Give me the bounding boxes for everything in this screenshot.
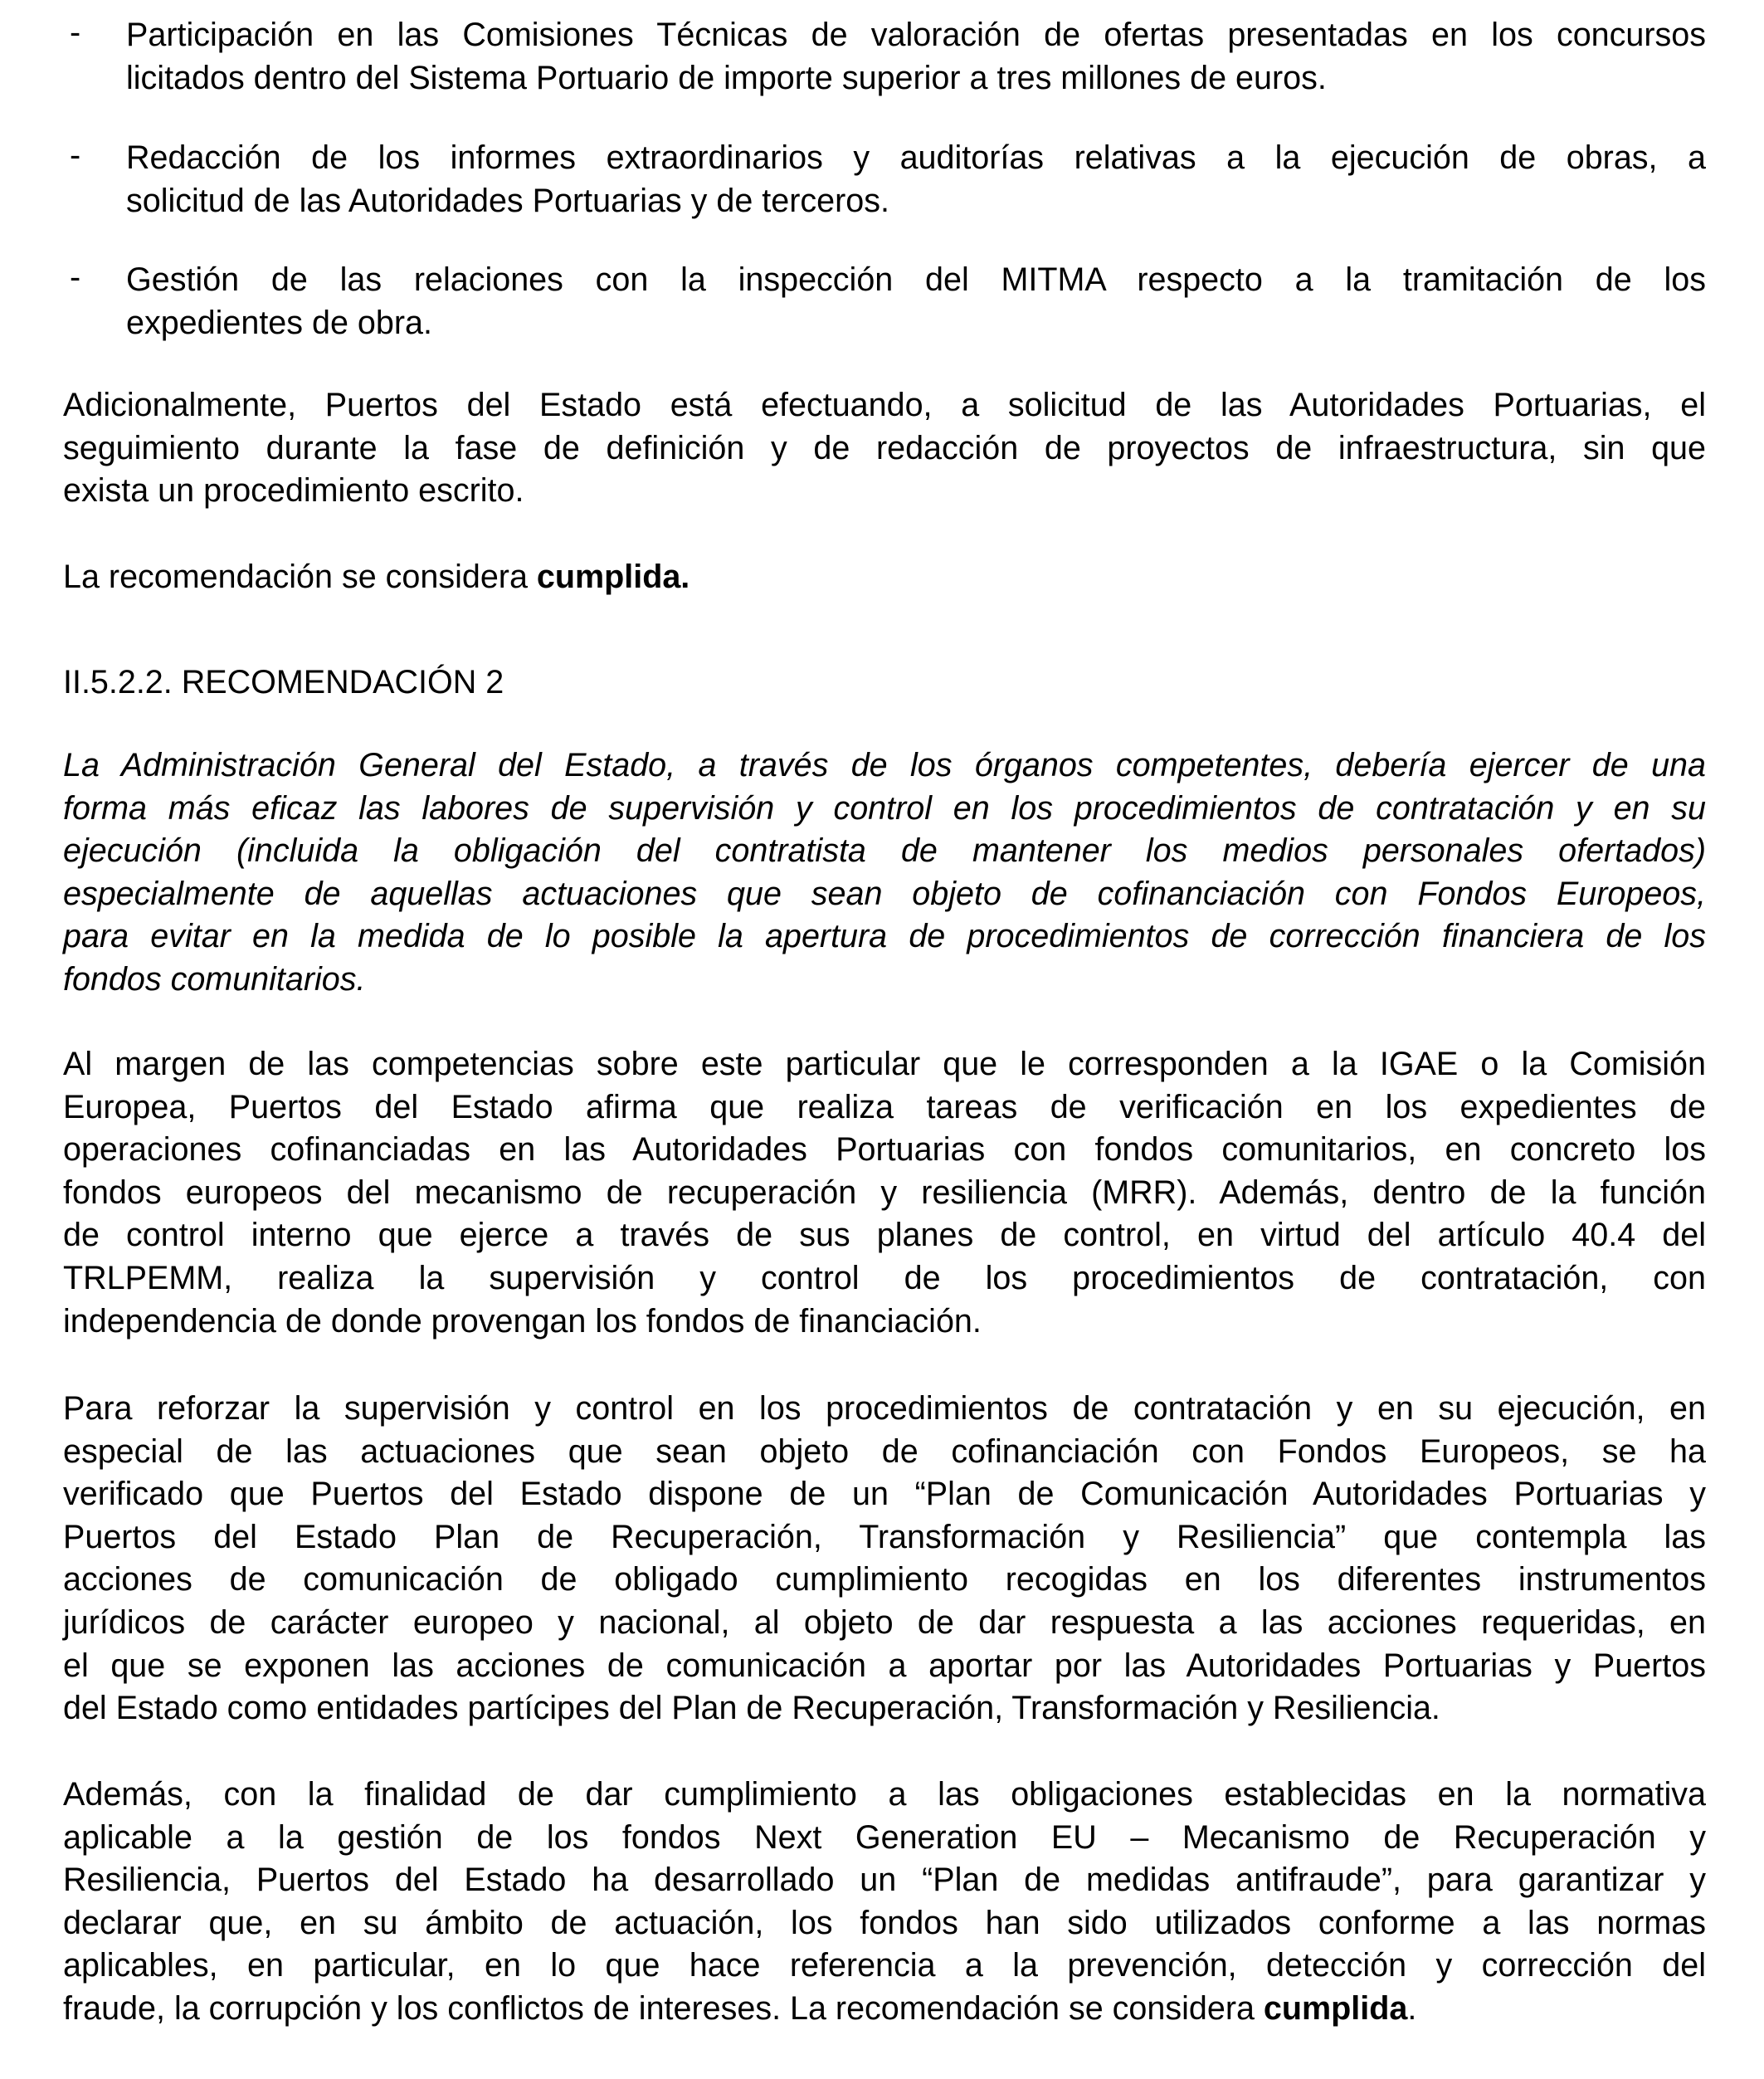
conclusion-text: fraude, la corrupción y los conflictos de intereses. La recomendación se considera xyxy=(63,1989,1264,2027)
conclusion-bold: cumplida xyxy=(1263,1989,1408,2027)
text-line: especial de las actuaciones que sean objeto de cofinanciación con Fondos Europeos, se ha xyxy=(63,1432,1706,1470)
text-line: exista un procedimiento escrito. xyxy=(63,472,524,510)
period: . xyxy=(1407,1989,1417,2027)
text-line: ejecución (incluida la obligación del contratista de mantener los medios personales ofertados) xyxy=(63,832,1706,870)
text-line: aplicables, en particular, en lo que hace referencia a la prevención, detección y corrección del xyxy=(63,1947,1706,1984)
text-line: Participación en las Comisiones Técnicas de valoración de ofertas presentadas en los concursos xyxy=(126,17,1706,53)
text-line: Resiliencia, Puertos del Estado ha desarrollado un “Plan de medidas antifraude”, para garantizar y xyxy=(63,1862,1706,1899)
text-line: solicitud de las Autoridades Portuarias y de terceros. xyxy=(126,182,889,219)
text-line: Al margen de las competencias sobre este particular que le corresponden a la IGAE o la Comisión xyxy=(63,1046,1706,1082)
paragraph-reforzar xyxy=(63,1388,1706,1730)
text-line: licitados dentro del Sistema Portuario de importe superior a tres millones de euros. xyxy=(126,59,1327,96)
text-line: Redacción de los informes extraordinarios y auditorías relativas a la ejecución de obras, a xyxy=(126,139,1706,176)
text-line: jurídicos de carácter europeo y nacional, al objeto de dar respuesta a las acciones requeridas, en xyxy=(63,1603,1706,1641)
text-line: acciones de comunicación de obligado cumplimiento recogidas en los diferentes instrumentos xyxy=(63,1561,1706,1598)
text-line: Puertos del Estado Plan de Recuperación, Transformación y Resiliencia” que contempla las xyxy=(63,1518,1706,1555)
text-line: seguimiento durante la fase de definición y de redacción de proyectos de infraestructura, sin que xyxy=(63,429,1706,466)
text-line: Adicionalmente, Puertos del Estado está efectuando, a solicitud de las Autoridades Portuarias, el xyxy=(63,387,1706,423)
paragraph-recommendation-quote xyxy=(63,744,1706,1002)
text-line xyxy=(63,1988,1706,2031)
text-line xyxy=(63,556,1706,599)
section-heading xyxy=(63,661,1706,705)
bullet-dash: - xyxy=(70,137,81,173)
text-line: expedientes de obra. xyxy=(126,304,432,341)
text-line: operaciones cofinanciadas en las Autoridades Portuarias con fondos comunitarios, en concreto los xyxy=(63,1131,1706,1169)
text-line: forma más eficaz las labores de supervisión y control en los procedimientos de contratación y en su xyxy=(63,789,1706,827)
bullet-dash: - xyxy=(70,14,81,51)
text-line: de control interno que ejerce a través de sus planes de control, en virtud del artículo 40.4 del xyxy=(63,1217,1706,1254)
text-line: del Estado como entidades partícipes del Plan de Recuperación, Transformación y Resiliencia. xyxy=(63,1690,1440,1727)
paragraph-adicionalmente xyxy=(63,384,1706,513)
text-line: fondos europeos del mecanismo de recuperación y resiliencia (MRR). Además, dentro de la función xyxy=(63,1174,1706,1211)
text-line: Además, con la finalidad de dar cumplimiento a las obligaciones establecidas en la normativa xyxy=(63,1776,1706,1813)
text-line: aplicable a la gestión de los fondos Next Generation EU – Mecanismo de Recuperación y xyxy=(63,1818,1706,1856)
text-line: Europea, Puertos del Estado afirma que realiza tareas de verificación en los expedientes de xyxy=(63,1088,1706,1125)
paragraph-conclusion-1 xyxy=(63,556,1706,599)
text-line: TRLPEMM, realiza la supervisión y control de los procedimientos de contratación, con xyxy=(63,1259,1706,1296)
text-line: verificado que Puertos del Estado dispone de un “Plan de Comunicación Autoridades Portuarias y xyxy=(63,1476,1706,1513)
heading-text: II.5.2.2. RECOMENDACIÓN 2 xyxy=(63,664,504,700)
bullet-dash: - xyxy=(70,259,81,295)
conclusion-text: La recomendación se considera xyxy=(63,559,537,595)
text-line: fondos comunitarios. xyxy=(63,960,366,998)
conclusion-bold: cumplida. xyxy=(536,559,690,595)
text-line: Para reforzar la supervisión y control en los procedimientos de contratación y en su ejecución, en xyxy=(63,1390,1706,1427)
text-line: el que se exponen las acciones de comunicación a aportar por las Autoridades Portuarias y Puertos xyxy=(63,1647,1706,1684)
text-line: La Administración General del Estado, a través de los órganos competentes, debería ejercer de una xyxy=(63,747,1706,783)
text-line: declarar que, en su ámbito de actuación, los fondos han sido utilizados conforme a las normas xyxy=(63,1904,1706,1941)
text-line: independencia de donde provengan los fondos de financiación. xyxy=(63,1302,982,1340)
text-line: Gestión de las relaciones con la inspección del MITMA respecto a la tramitación de los xyxy=(126,261,1706,298)
paragraph-al-margen xyxy=(63,1043,1706,1343)
text-line: especialmente de aquellas actuaciones que sean objeto de cofinanciación con Fondos Europeos, xyxy=(63,875,1706,912)
text-line: para evitar en la medida de lo posible la apertura de procedimientos de corrección financiera de los xyxy=(63,918,1706,955)
paragraph-ademas xyxy=(63,1774,1706,2031)
